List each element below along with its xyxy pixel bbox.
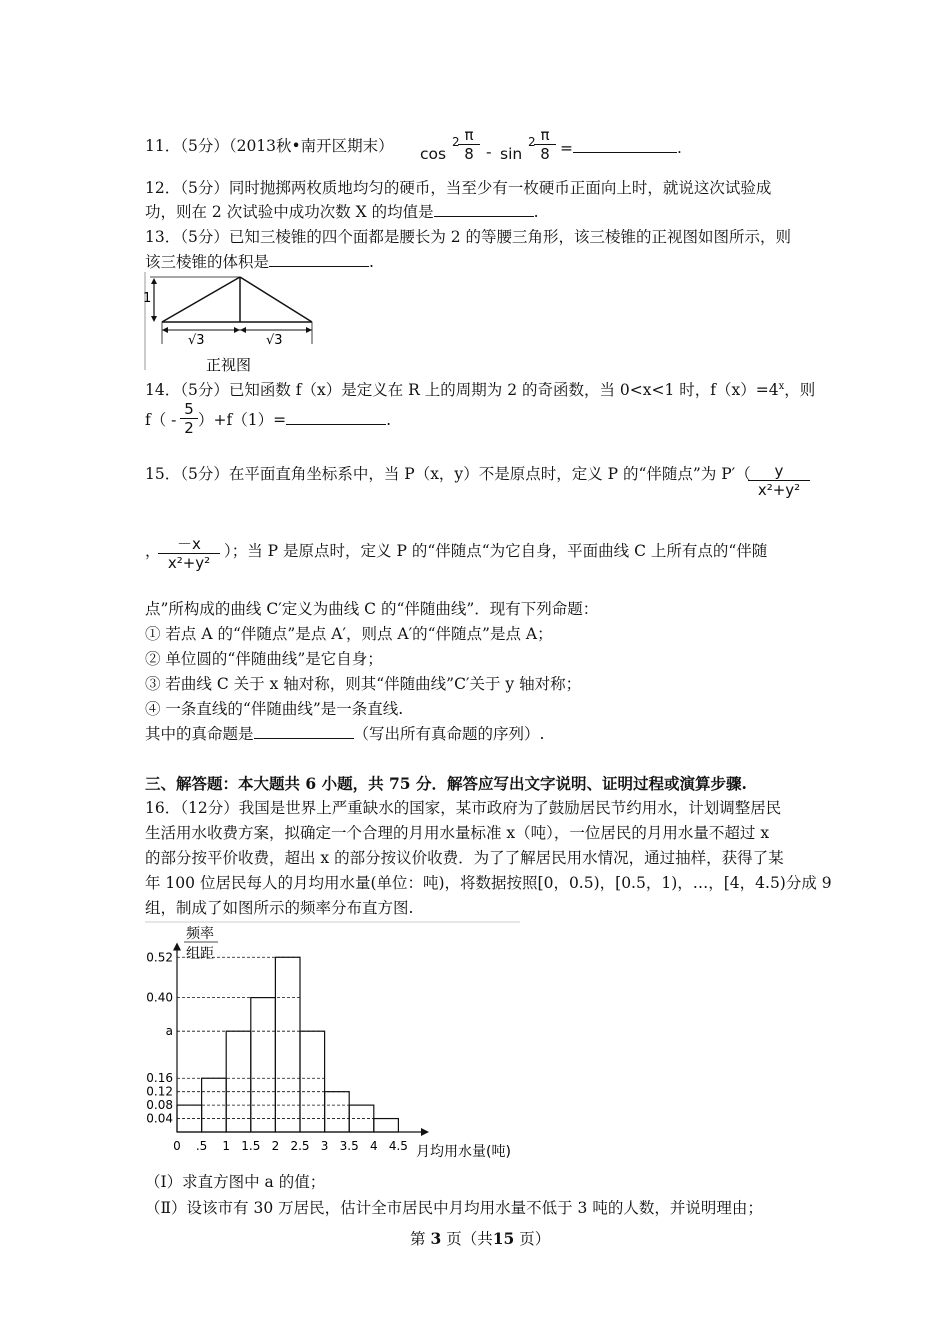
ylabel-bottom: 组距: [186, 946, 214, 962]
q11-frac1: π 8: [458, 126, 480, 163]
x-tick-label: 4: [369, 1139, 378, 1153]
answer-blank[interactable]: [434, 202, 534, 217]
answer-blank[interactable]: [573, 138, 677, 153]
q14-line1: 14．（5分）已知函数 f（x）是定义在 R 上的周期为 2 的奇函数，当 0<x<1 时，$f(x)=4^x$，则: [145, 381, 816, 400]
q14-fraction: 5 2: [180, 400, 198, 437]
q13-line2: 该三棱锥的体积是 .: [145, 253, 374, 271]
figure-caption: 正视图: [206, 356, 252, 374]
q16-line: 的部分按平价收费，超出 x 的部分按议价收费．为了了解居民用水情况，通过抽样，获得了某: [145, 849, 784, 867]
x-tick-label: 3: [320, 1139, 329, 1153]
answer-blank[interactable]: [286, 410, 386, 425]
q15-frac1: y x²+y²: [748, 462, 810, 499]
left-width-label: √3: [188, 333, 205, 348]
q16-line: 年 100 位居民每人的月均用水量(单位：吨)，将数据按照[0，0.5)，[0.5，1)，…，[4，4.5)分成 9: [145, 874, 832, 892]
q16-line: 16．（12分）我国是世界上严重缺水的国家，某市政府为了鼓励居民节约用水，计划调整居民: [145, 799, 782, 817]
ylabel-top: 频率: [186, 926, 214, 942]
q15-item-4: ④ 一条直线的“伴随曲线”是一条直线.: [145, 700, 404, 718]
y-tick-label: 0.04: [146, 1111, 173, 1126]
q11-prefix: 11．（5分）（2013秋•南开区期末）: [145, 137, 394, 155]
q11-answer: = .: [560, 139, 682, 157]
y-axis-arrow: [173, 943, 181, 951]
q14-rest: ）+f（1）= .: [198, 411, 392, 429]
q16-line: 组，制成了如图所示的频率分布直方图.: [145, 899, 414, 917]
q13-line1: 13．（5分）已知三棱锥的四个面都是腰长为 2 的等腰三角形，该三棱锥的正视图如图所示，则: [145, 228, 792, 246]
histogram-bar: [325, 1092, 350, 1132]
q15-item-3: ③ 若曲线 C 关于 x 轴对称，则其“伴随曲线”C′关于 y 轴对称；: [145, 675, 582, 693]
x-axis-arrow: [421, 1128, 429, 1136]
x-tick-label: 2: [271, 1139, 280, 1153]
x-tick-label: 2.5: [290, 1139, 310, 1153]
right-width-label: √3: [266, 333, 283, 348]
histogram-bar: [251, 998, 276, 1132]
q11-minus: -: [486, 143, 492, 161]
page-footer: 第 3 页（共15 页）: [410, 1229, 551, 1248]
x-tick-label: 1.5: [241, 1139, 261, 1153]
q11-exp1: 2: [452, 135, 460, 149]
y-tick-label: 0.52: [146, 950, 173, 965]
histogram-bar: [226, 1031, 251, 1132]
x-tick-label: 1: [222, 1139, 231, 1153]
q15-item-2: ② 单位圆的“伴随曲线”是它自身；: [145, 650, 383, 668]
answer-blank[interactable]: [254, 724, 354, 739]
histogram-bar: [300, 1031, 325, 1132]
x-tick-label: 4.5: [388, 1139, 408, 1153]
q15-line2: ）；当 P 是原点时，定义 P 的“伴随点“为它自身，平面曲线 C 上所有点的“伴随: [224, 542, 768, 560]
q15-frac2: －x x²+y²: [158, 535, 220, 572]
histogram-bar: [275, 957, 300, 1132]
height-label: 1: [143, 291, 152, 306]
section3-heading: 三、解答题：本大题共 6 小题，共 75 分．解答应写出文字说明、证明过程或演算步骤.: [145, 774, 747, 793]
frequency-histogram: [140, 918, 530, 1160]
q11-sin: sin: [500, 145, 523, 163]
q11-frac2: π 8: [534, 126, 556, 163]
q15-item-1: ① 若点 A 的“伴随点”是点 A′，则点 A′的“伴随点”是点 A；: [145, 625, 553, 643]
front-view-figure: [140, 272, 325, 374]
x-tick-label: .5: [195, 1139, 208, 1153]
q15-line1: 15．（5分）在平面直角坐标系中，当 P（x，y）不是原点时，定义 P 的“伴随点”为 P′（: [145, 465, 751, 483]
q16-sub2: （Ⅱ）设该市有 30 万居民，估计全市居民中月均用水量不低于 3 吨的人数，并说明理由；: [145, 1199, 763, 1217]
q16-sub1: （Ⅰ）求直方图中 a 的值；: [145, 1173, 326, 1191]
q11-cos: cos: [420, 145, 447, 163]
q11-exp2: 2: [528, 135, 536, 149]
q12-line2: 功，则在 2 次试验中成功次数 X 的均值是 .: [145, 203, 539, 221]
answer-blank[interactable]: [269, 252, 369, 267]
q12-line1: 12．（5分）同时抛掷两枚质地均匀的硬币，当至少有一枚硬币正面向上时，就说这次试验成: [145, 179, 772, 197]
xlabel: 月均用水量(吨): [416, 1144, 511, 1160]
q16-line: 生活用水收费方案，拟确定一个合理的月用水量标准 x（吨），一位居民的月用水量不超过 x: [145, 824, 770, 842]
y-tick-label: 0.12: [146, 1084, 173, 1099]
x-tick-label: 3.5: [339, 1139, 359, 1153]
histogram-bar: [374, 1119, 399, 1132]
q15-last: 其中的真命题是 （写出所有真命题的序列）.: [145, 725, 545, 743]
q15-comma: ，: [145, 542, 161, 560]
q15-line3: 点”所构成的曲线 C′定义为曲线 C 的“伴随曲线”．现有下列命题：: [145, 600, 599, 618]
y-tick-label: 0.08: [146, 1098, 173, 1113]
y-tick-label: 0.16: [146, 1071, 173, 1086]
y-tick-label: 0.40: [146, 990, 173, 1005]
x-tick-label: 0: [173, 1139, 181, 1153]
q14-f-open: f（ -: [145, 411, 177, 429]
y-tick-label: a: [165, 1024, 173, 1039]
